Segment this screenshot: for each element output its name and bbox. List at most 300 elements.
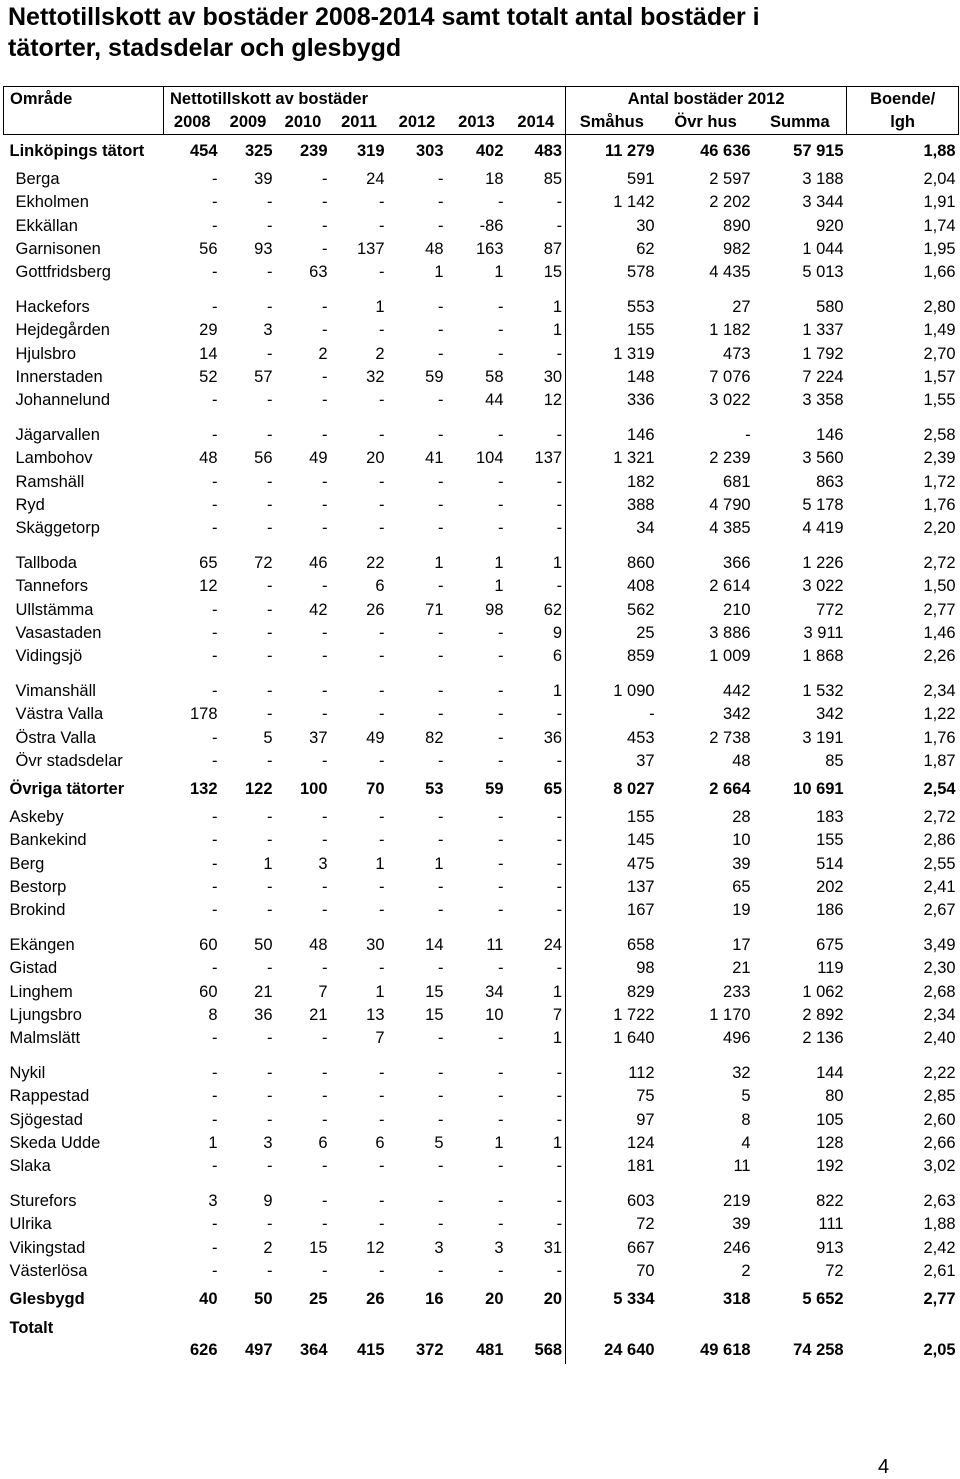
row-label: Vidingsjö (15, 647, 83, 666)
cell-value: 28 (732, 808, 751, 827)
cell-value: 155 (816, 831, 844, 850)
cell-value: - (507, 876, 566, 899)
table-row-berg (4, 853, 959, 876)
row-label: Vimanshäll (15, 682, 96, 701)
cell-value: - (498, 705, 504, 724)
cell-value: 2 (375, 344, 385, 363)
cell-value: 82 (425, 728, 444, 747)
cell-value: - (322, 239, 328, 258)
cell-value: 402 (475, 142, 504, 160)
cell-value: - (438, 682, 444, 701)
header-year: 2009 (221, 111, 276, 135)
cell-value: - (507, 853, 566, 876)
row-label: Ulrika (9, 1215, 52, 1234)
cell-value: - (507, 215, 566, 238)
cell-value: 37 (636, 751, 655, 770)
cell-value: 481 (475, 1341, 504, 1359)
cell-value: 681 (723, 472, 751, 491)
table-row-ekangen (4, 922, 959, 957)
cell-value: 39 (732, 1215, 751, 1234)
cell-value: 1 (434, 263, 444, 282)
housing-table (3, 86, 959, 1364)
cell-value: 2,61 (923, 1261, 956, 1280)
cell-value: - (212, 263, 218, 282)
table-row-ekholmen (4, 191, 959, 214)
summary-row-linkopings-tatort (4, 135, 959, 169)
cell-value: - (498, 426, 504, 445)
cell-value: 39 (732, 854, 751, 873)
table-row-garnisonen (4, 238, 959, 261)
cell-value: - (322, 519, 328, 538)
cell-value: 2,39 (923, 449, 956, 468)
cell-value: 4 385 (709, 519, 751, 538)
cell-value: 1 170 (709, 1005, 751, 1024)
cell-value: 1 (507, 319, 566, 342)
table-row-gistad (4, 957, 959, 980)
cell-value: 658 (627, 936, 655, 955)
cell-value: - (649, 705, 655, 724)
cell-value: 15 (425, 982, 444, 1001)
cell-value: 1 (494, 554, 504, 573)
cell-value: - (498, 495, 504, 514)
cell-value: 1 044 (802, 239, 844, 258)
cell-value: 132 (189, 780, 218, 798)
cell-value: - (498, 344, 504, 363)
cell-value: - (267, 831, 273, 850)
cell-value: 2,22 (923, 1064, 956, 1083)
cell-value: 667 (627, 1238, 655, 1257)
cell-value: 822 (816, 1192, 844, 1211)
cell-value: - (212, 1110, 218, 1129)
cell-value: - (498, 877, 504, 896)
cell-value: 568 (507, 1316, 566, 1364)
cell-value: 2,34 (923, 1005, 956, 1024)
cell-value: 913 (816, 1238, 844, 1257)
cell-value: 1,55 (923, 391, 956, 410)
cell-value: 1 062 (802, 982, 844, 1001)
cell-value: - (212, 1261, 218, 1280)
cell-value: 475 (627, 854, 655, 873)
row-label: Linghem (9, 982, 73, 1001)
cell-value: 70 (366, 780, 385, 798)
table-row-ullstamma (4, 599, 959, 622)
cell-value: 49 618 (700, 1341, 751, 1359)
cell-value: 1 (208, 1133, 218, 1152)
cell-value: - (267, 901, 273, 920)
row-label: Bestorp (9, 877, 67, 896)
cell-value: - (498, 1110, 504, 1129)
cell-value: 8 027 (613, 780, 655, 798)
cell-value: - (212, 391, 218, 410)
cell-value: 24 640 (604, 1341, 655, 1359)
cell-value: 29 (199, 321, 218, 340)
cell-value: 388 (627, 495, 655, 514)
cell-value: 34 (636, 519, 655, 538)
cell-value: - (379, 1110, 385, 1129)
row-label: Ekholmen (15, 193, 89, 212)
cell-value: -86 (479, 216, 504, 235)
cell-value: - (267, 426, 273, 445)
table-row-ryd (4, 494, 959, 517)
cell-value: 137 (507, 447, 566, 470)
cell-value: - (438, 216, 444, 235)
cell-value: 497 (244, 1341, 273, 1359)
cell-value: - (322, 1192, 328, 1211)
cell-value: - (438, 193, 444, 212)
cell-value: 1,46 (923, 623, 956, 642)
table-row-ulrika (4, 1213, 959, 1236)
cell-value: - (322, 1157, 328, 1176)
cell-value: 63 (309, 263, 328, 282)
row-label: Berga (15, 170, 60, 189)
cell-value: - (212, 959, 218, 978)
cell-value: 4 435 (709, 263, 751, 282)
table-row-tannefors (4, 575, 959, 598)
header-year: 2012 (388, 111, 447, 135)
cell-value: - (507, 1155, 566, 1178)
cell-value: 7 224 (802, 367, 844, 386)
row-label: Totalt (9, 1319, 54, 1337)
table-row-ljungsbro (4, 1004, 959, 1027)
table-row-slaka (4, 1155, 959, 1178)
cell-value: - (322, 472, 328, 491)
page-number: 4 (878, 1456, 890, 1478)
cell-value: 46 (309, 554, 328, 573)
cell-value: - (438, 298, 444, 317)
cell-value: 3 191 (802, 728, 844, 747)
cell-value: - (438, 321, 444, 340)
cell-value: - (267, 682, 273, 701)
cell-value: 2 892 (802, 1005, 844, 1024)
table-row-ramshall (4, 471, 959, 494)
cell-value: 15 (425, 1005, 444, 1024)
cell-value: - (507, 806, 566, 829)
cell-value: 5 013 (802, 263, 844, 282)
cell-value: 3,02 (923, 1157, 956, 1176)
table-header (4, 87, 959, 135)
summary-row-glesbygd (4, 1283, 959, 1316)
cell-value: - (212, 1215, 218, 1234)
cell-value: 1 (494, 1133, 504, 1152)
cell-value: - (322, 877, 328, 896)
cell-value: - (379, 1087, 385, 1106)
cell-value: - (267, 808, 273, 827)
cell-value: - (438, 959, 444, 978)
cell-value: 7 (507, 1004, 566, 1027)
cell-value: 1 321 (613, 449, 655, 468)
cell-value: - (379, 751, 385, 770)
cell-value: 5 334 (613, 1290, 655, 1308)
cell-value: 42 (309, 600, 328, 619)
cell-value: - (322, 1064, 328, 1083)
cell-value: 3 (494, 1238, 504, 1257)
cell-value: - (212, 877, 218, 896)
cell-value: - (212, 647, 218, 666)
cell-value: - (745, 426, 751, 445)
cell-value: 39 (254, 170, 273, 189)
cell-value: 415 (356, 1341, 385, 1359)
cell-value: - (322, 647, 328, 666)
cell-value: - (438, 426, 444, 445)
cell-value: - (498, 623, 504, 642)
cell-value: 2,80 (923, 298, 956, 317)
table-row-ekkallan (4, 215, 959, 238)
cell-value: 57 (254, 367, 273, 386)
cell-value: - (498, 647, 504, 666)
table-row-johannelund (4, 389, 959, 412)
cell-value: 2,05 (923, 1341, 956, 1359)
cell-value: 202 (816, 877, 844, 896)
cell-value: 1 (507, 1132, 566, 1155)
cell-value: 3 022 (802, 577, 844, 596)
cell-value: 27 (732, 298, 751, 317)
cell-value: 12 (366, 1238, 385, 1257)
cell-value: 1 319 (613, 344, 655, 363)
cell-value: - (379, 1064, 385, 1083)
cell-value: - (379, 391, 385, 410)
table-row-vidingsjo (4, 645, 959, 668)
row-label: Skäggetorp (15, 519, 100, 538)
cell-value: 366 (723, 554, 751, 573)
cell-value: 1 (507, 540, 566, 575)
row-label: Ekängen (9, 936, 75, 955)
cell-value: 44 (485, 391, 504, 410)
cell-value: 15 (507, 261, 566, 284)
cell-value: 890 (723, 216, 751, 235)
cell-value: - (498, 854, 504, 873)
row-label: Garnisonen (15, 239, 101, 258)
cell-value: - (212, 623, 218, 642)
cell-value: - (379, 216, 385, 235)
cell-value: - (498, 1087, 504, 1106)
cell-value: 9 (263, 1192, 273, 1211)
cell-value: 98 (636, 959, 655, 978)
cell-value: - (379, 263, 385, 282)
cell-value: - (322, 170, 328, 189)
cell-value: - (438, 577, 444, 596)
cell-value: 31 (507, 1237, 566, 1260)
cell-value: - (438, 1110, 444, 1129)
table-row-gottfridsberg (4, 261, 959, 284)
cell-value: - (507, 575, 566, 598)
cell-value: 144 (816, 1064, 844, 1083)
cell-value: 1,87 (923, 751, 956, 770)
cell-value: 56 (254, 449, 273, 468)
cell-value: 454 (189, 142, 218, 160)
cell-value: 2,60 (923, 1110, 956, 1129)
cell-value: 183 (816, 808, 844, 827)
row-label: Övriga tätorter (9, 780, 125, 798)
cell-value: 24 (507, 922, 566, 957)
cell-value: 167 (627, 901, 655, 920)
table-row-sjogestad (4, 1109, 959, 1132)
cell-value: - (267, 298, 273, 317)
cell-value: 5 (434, 1133, 444, 1152)
row-label: Sturefors (9, 1192, 77, 1211)
cell-value: 1,76 (923, 495, 956, 514)
cell-value: 15 (309, 1238, 328, 1257)
cell-value: 2,04 (923, 170, 956, 189)
cell-value: 16 (425, 1290, 444, 1308)
cell-value: - (322, 1029, 328, 1048)
cell-value: 859 (627, 647, 655, 666)
cell-value: - (212, 1029, 218, 1048)
cell-value: 75 (636, 1087, 655, 1106)
cell-value: 2,40 (923, 1029, 956, 1048)
cell-value: 2,72 (923, 554, 956, 573)
cell-value: - (498, 751, 504, 770)
row-label: Nykil (9, 1064, 46, 1083)
cell-value: 10 (485, 1005, 504, 1024)
table-row-hackefors (4, 284, 959, 319)
cell-value: - (322, 751, 328, 770)
cell-value: 25 (636, 623, 655, 642)
cell-value: - (438, 1261, 444, 1280)
row-label: Malmslätt (9, 1029, 81, 1048)
cell-value: 145 (627, 831, 655, 850)
cell-value: 98 (485, 600, 504, 619)
header-year: 2008 (164, 111, 221, 135)
cell-value: 3 022 (709, 391, 751, 410)
cell-value: - (438, 1064, 444, 1083)
cell-value: - (212, 519, 218, 538)
row-label: Hjulsbro (15, 344, 77, 363)
cell-value: 50 (254, 1290, 273, 1308)
cell-value: - (322, 426, 328, 445)
table-row-bankekind (4, 829, 959, 852)
table-row-bestorp (4, 876, 959, 899)
cell-value: 3 886 (709, 623, 751, 642)
cell-value: - (322, 682, 328, 701)
cell-value: 2,54 (923, 780, 956, 798)
cell-value: 48 (309, 936, 328, 955)
header-net-additions: Nettotillskott av bostäder (164, 87, 566, 112)
cell-value: - (267, 1064, 273, 1083)
cell-value: - (379, 321, 385, 340)
cell-value: 453 (627, 728, 655, 747)
cell-value: 93 (254, 239, 273, 258)
cell-value: - (267, 1261, 273, 1280)
cell-value: - (267, 263, 273, 282)
cell-value: - (438, 391, 444, 410)
cell-value: 53 (425, 780, 444, 798)
cell-value: 192 (816, 1157, 844, 1176)
cell-value: - (322, 959, 328, 978)
cell-value: - (507, 412, 566, 447)
cell-value: - (212, 216, 218, 235)
cell-value: 148 (627, 367, 655, 386)
cell-value: 6 (375, 1133, 385, 1152)
cell-value: - (212, 901, 218, 920)
cell-value: 128 (816, 1133, 844, 1152)
cell-value: - (498, 472, 504, 491)
total-row (4, 1316, 959, 1364)
cell-value: - (438, 623, 444, 642)
cell-value: 2,58 (923, 426, 956, 445)
cell-value: 111 (818, 1215, 844, 1234)
cell-value: - (438, 877, 444, 896)
cell-value: 2,70 (923, 344, 956, 363)
row-label: Rappestad (9, 1087, 90, 1106)
cell-value: - (267, 1087, 273, 1106)
cell-value: 1,57 (923, 367, 956, 386)
cell-value: 6 (375, 577, 385, 596)
cell-value: - (322, 1215, 328, 1234)
cell-value: 60 (199, 936, 218, 955)
header-year: 2011 (331, 111, 388, 135)
cell-value: 3 911 (803, 623, 844, 642)
cell-value: 5 652 (802, 1290, 844, 1308)
cell-value: 772 (816, 600, 844, 619)
cell-value: 2,63 (923, 1192, 956, 1211)
table-row-lambohov (4, 447, 959, 470)
cell-value: 48 (732, 751, 751, 770)
summary-row-ovriga-tatorter (4, 773, 959, 806)
row-label: Glesbygd (9, 1290, 85, 1308)
cell-value: 155 (627, 808, 655, 827)
cell-value: 372 (415, 1341, 444, 1359)
cell-value: 48 (199, 449, 218, 468)
cell-value: 336 (627, 391, 655, 410)
cell-value: - (212, 682, 218, 701)
cell-value: 1,95 (923, 239, 956, 258)
table-row-jagarvallen (4, 412, 959, 447)
cell-value: - (438, 1087, 444, 1106)
cell-value: 72 (636, 1215, 655, 1234)
cell-value: - (212, 600, 218, 619)
cell-value: 1 (263, 854, 273, 873)
cell-value: - (507, 1085, 566, 1108)
cell-value: 829 (627, 982, 655, 1001)
cell-value: - (322, 216, 328, 235)
cell-value: 10 691 (793, 780, 844, 798)
table-row-vastra-valla (4, 703, 959, 726)
cell-value: 5 (741, 1087, 751, 1106)
cell-value: 3 (208, 1192, 218, 1211)
cell-value: - (507, 191, 566, 214)
cell-value: 219 (723, 1192, 751, 1211)
cell-value: 2,26 (923, 647, 956, 666)
cell-value: - (212, 472, 218, 491)
cell-value: 233 (723, 982, 751, 1001)
cell-value: 52 (199, 367, 218, 386)
cell-value: 2,77 (923, 1290, 956, 1308)
cell-value: - (212, 751, 218, 770)
cell-value: 1 142 (613, 193, 655, 212)
table-row-vimanshall (4, 668, 959, 703)
cell-value: 146 (816, 426, 844, 445)
cell-value: 21 (732, 959, 751, 978)
cell-value: 65 (199, 554, 218, 573)
cell-value: - (438, 831, 444, 850)
cell-value: 24 (366, 170, 385, 189)
cell-value: 1 722 (613, 1005, 655, 1024)
cell-value: 41 (425, 449, 444, 468)
cell-value: - (267, 577, 273, 596)
cell-value: 6 (318, 1133, 328, 1152)
cell-value: 22 (366, 554, 385, 573)
cell-value: 514 (816, 854, 844, 873)
cell-value: 137 (627, 877, 655, 896)
cell-value: - (498, 682, 504, 701)
cell-value: 72 (825, 1261, 844, 1280)
cell-value: 137 (356, 239, 385, 258)
cell-value: 2,77 (923, 600, 956, 619)
row-label: Bankekind (9, 831, 87, 850)
cell-value: - (379, 623, 385, 642)
table-body (4, 135, 959, 1365)
table-row-hejdegarden (4, 319, 959, 342)
